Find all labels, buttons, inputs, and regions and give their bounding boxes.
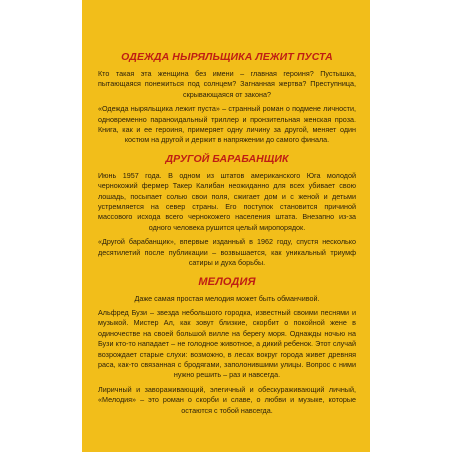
section-melody bbox=[98, 275, 356, 416]
section-paragraph: «Другой барабанщик», впервые изданный в 1962 году, спустя несколько десятилетий после публикации – возвышается, как уникальный триумф сатиры и духа борьбы. bbox=[98, 237, 356, 268]
section-paragraph: Кто такая эта женщина без имени – главная героиня? Пустышка, пытающаяся понежиться под солнцем? Загнанная жертва? Преступница, скрывающаяся от закона? bbox=[98, 69, 356, 99]
back-cover bbox=[82, 0, 370, 452]
section-paragraph: «Одежда ныряльщика лежит пуста» – странный роман о подмене личности, одновременно параноидальный триллер и пронзительная женская проза. Книга, как и ее героиня, примеряет одну личину за другой, меняет один костюм на другой и держит в напряжении до самого финала. bbox=[98, 104, 356, 145]
section-paragraph: Альфред Бузи – звезда небольшого городка, известный своими песнями и музыкой. Мистер Ал, как зовут близкие, скорбит о покойной жене в одиночестве на своей большой вилле на берегу моря. Однажды ночью на Бузи кто-то нападает – не голодное животное, а дикий ребенок. Этот случай возрождает старые слухи: возможно, в лесах вокруг города живет древняя раса, как-то связанная с бродягами, заполонившими улицы. Вопрос с ними нужно решить – раз и навсегда. bbox=[98, 307, 356, 380]
section-divers-clothes bbox=[98, 50, 356, 146]
section-different-drummer bbox=[98, 152, 356, 269]
section-title: ОДЕЖДА НЫРЯЛЬЩИКА ЛЕЖИТ ПУСТА bbox=[121, 51, 333, 63]
section-title: МЕЛОДИЯ bbox=[198, 275, 256, 288]
section-paragraph: Даже самая простая мелодия может быть обманчивой. bbox=[134, 293, 320, 303]
section-paragraph: Июнь 1957 года. В одном из штатов американского Юга молодой чернокожий фермер Такер Калибан неожиданно для всех убивает свою лошадь, посыпает солью свои поля, сжигает дом и с женой и детьми устремляется на север страны. Его поступок становится причиной массового исхода всего чернокожего населения штата. Внезапно из-за одного человека рушится целый миропорядок. bbox=[98, 170, 356, 232]
section-paragraph: Лиричный и завораживающий, элегичный и обескураживающий личный, «Мелодия» – это роман о скорби и славе, о любви и музыке, которые остаются с тобой навсегда. bbox=[98, 384, 356, 415]
section-title: ДРУГОЙ БАРАБАНЩИК bbox=[165, 152, 289, 165]
